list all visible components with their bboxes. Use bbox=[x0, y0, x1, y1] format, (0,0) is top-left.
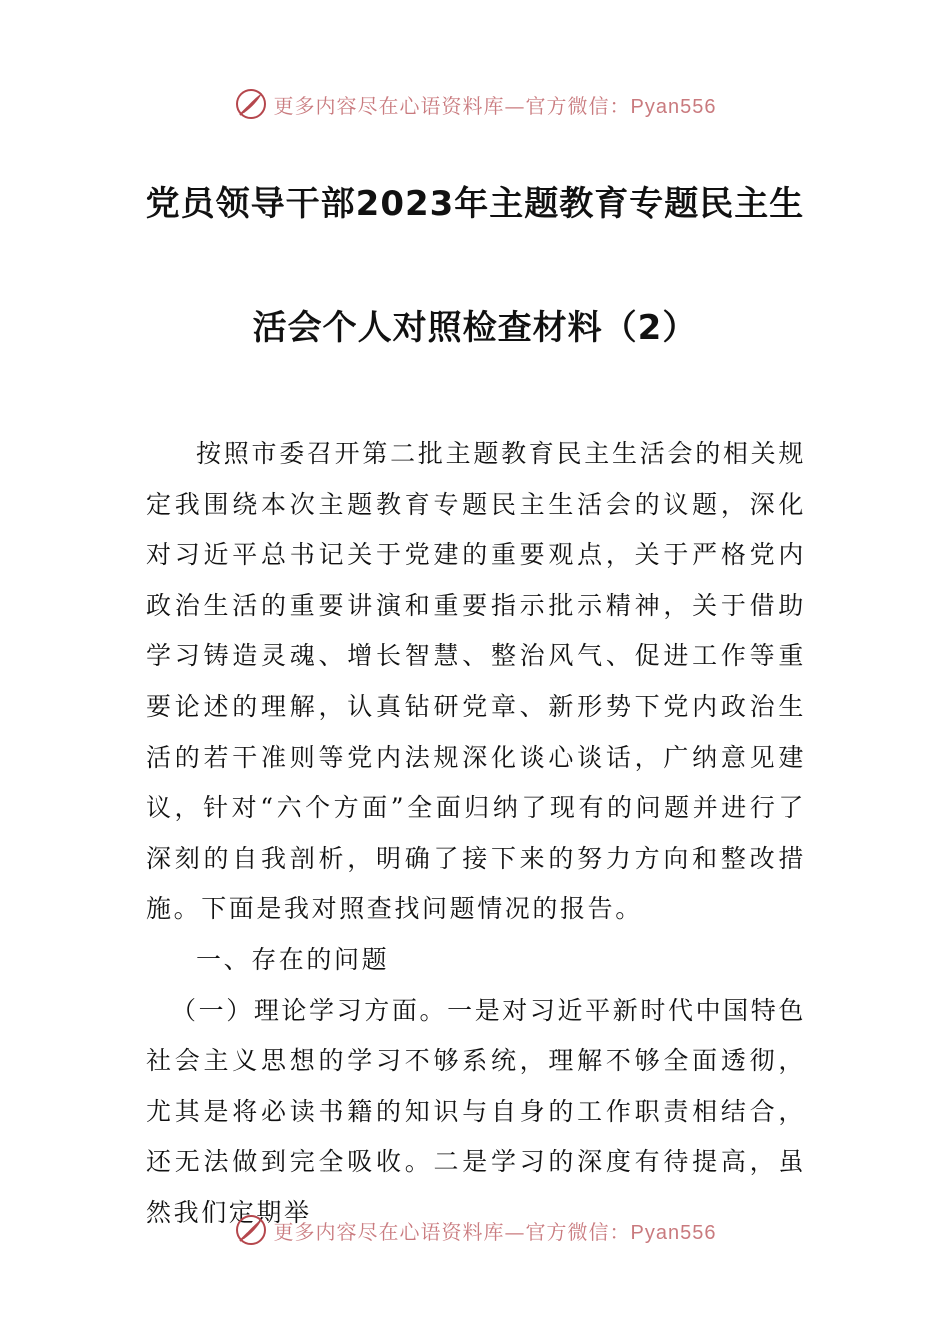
document-title-line2: 活会个人对照检查材料（2） bbox=[252, 308, 698, 348]
quill-logo-icon bbox=[234, 1213, 268, 1247]
watermark-banner-top bbox=[0, 84, 950, 124]
watermark-site-text: 更多内容尽在心语资料库—官方微信： bbox=[273, 93, 631, 118]
watermark-text bbox=[274, 90, 717, 119]
watermark-wechat-id: Pyan556 bbox=[630, 1221, 717, 1244]
document-title-line1: 党员领导干部2023年主题教育专题民主生 bbox=[145, 184, 805, 224]
watermark-banner-bottom bbox=[0, 1210, 950, 1250]
quill-logo-icon bbox=[234, 87, 268, 121]
watermark-text bbox=[274, 1216, 717, 1245]
section-heading: 一、存在的问题 bbox=[196, 944, 390, 974]
paragraph-intro: 按照市委召开第二批主题教育民主生活会的相关规定我围绕本次主题教育专题民主生活会的议题，深化对习近平总书记关于党建的重要观点，关于严格党内政治生活的重要讲演和重要指示批示精神，关于借助学习铸造灵魂、增长智慧、整治风气、促进工作等重要论述的理解，认真钻研党章、新形势下党内政治生活的若干准则等党内法规深化谈心谈话，广纳意见建议，针对“六个方面”全面归纳了现有的问题并进行了深刻的自我剖析，明确了接下来的努力方向和整改措施。下面是我对照查找问题情况的报告。 bbox=[146, 439, 806, 924]
document-body bbox=[146, 429, 806, 1239]
watermark-wechat-id: Pyan556 bbox=[630, 95, 717, 118]
watermark-site-text: 更多内容尽在心语资料库—官方微信： bbox=[273, 1219, 631, 1244]
paragraph-theory-study: （一）理论学习方面。一是对习近平新时代中国特色社会主义思想的学习不够系统，理解不够全面透彻，尤其是将必读书籍的知识与自身的工作职责相结合，还无法做到完全吸收。二是学习的深度有待提高，虽然我们定期举 bbox=[146, 995, 806, 1227]
